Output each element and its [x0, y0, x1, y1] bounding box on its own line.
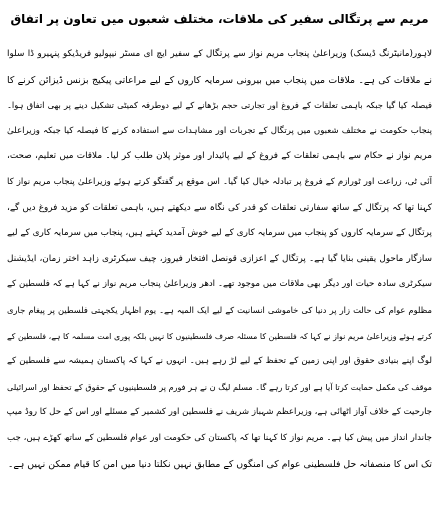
article-line: سازگار ماحول یقینی بنایا گیا ہے۔ پرتگال کے اعزازی قونصل افتخار فیروز، چیف سیکرٹری زاہد اختر زمان، ایڈیشنل	[7, 253, 432, 264]
article-line: کہنا تھا کہ پرتگال کے ساتھ سفارتی تعلقات کو قدر کی نگاہ سے دیکھتے ہیں، باہمی تعلقات کو مزید فروغ دیں گے،	[7, 202, 432, 213]
article-line: پنجاب حکومت نے مختلف شعبوں میں پرتگال کے تجربات اور مشاہدات سے استفادہ کرنے کا فیصلہ کیا جبکہ وزیراعلیٰ	[7, 125, 432, 136]
article-line: فیصلہ کیا گیا جبکہ باہمی تعلقات کے فروغ اور تجارتی حجم بڑھانے کے لیے دوطرفہ کمیٹی تشکیل دینے پر بھی اتفاق ہوا۔	[7, 100, 432, 111]
article-line: مریم نواز نے حکام سے باہمی تعلقات کے فروغ کے لیے پائیدار اور موثر پلان طلب کر لیا۔ ملاقات میں تعلیم، صحت،	[7, 151, 432, 162]
article-headline: مریم سے پرتگالی سفیر کی ملاقات، مختلف شعبوں میں تعاون پر اتفاق	[10, 12, 429, 26]
article-line: تک اس کا منصفانہ حل فلسطینی عوام کی امنگوں کے مطابق نہیں نکلتا دنیا میں امن کا قیام ممکن نہیں ہے۔	[7, 458, 432, 470]
article-line: لاہور(مانیٹرنگ ڈیسک) وزیراعلیٰ پنجاب مریم نواز سے پرتگال کے سفیر ایچ ای مسٹر نیپولیو فریڈیکو پنہیرو ڈا سلوا	[7, 49, 432, 59]
article-body	[7, 42, 432, 477]
article-line: پرتگال کے سرمایہ کاروں کو پنجاب میں سرمایہ کاری کے لیے خوش آمدید کہتے ہیں، پنجاب میں سرمایہ کاری کے لیے	[7, 228, 432, 239]
article-line: جارحیت کے خلاف آواز اٹھائی ہے، وزیراعظم شہباز شریف نے فلسطین اور کشمیر کے مسئلے اور اس کے حل کا روڈ میپ	[7, 407, 432, 418]
article-line: نے ملاقات کی ہے۔ ملاقات میں پنجاب میں بیرونی سرمایہ کاروں کے لیے مراعاتی پیکیج بزنس ڈیزائن کرنے کا	[7, 74, 432, 86]
article-line: آئی ٹی، زراعت اور ٹورازم کے فروغ پر تبادلہ خیال کیا گیا۔ اس موقع پر گفتگو کرتے ہوئے وزیراعلیٰ پنجاب مریم نواز کا	[7, 176, 432, 187]
article-line: سیکرٹری سادہ حیات اور دیگر بھی ملاقات میں موجود تھے۔ ادھر وزیراعلیٰ پنجاب مریم نواز نے کہا ہے کہ فلسطین کے	[7, 279, 432, 290]
article-line: لوگ اپنے بنیادی حقوق اور اپنی زمین کے تحفظ کے لیے لڑ رہے ہیں۔ انہوں نے کہا کہ پاکستان ہمیشہ سے فلسطین کے	[7, 356, 432, 367]
article-line: کرتے ہوئے وزیراعلیٰ مریم نواز نے کہا کہ فلسطین کا مسئلہ صرف فلسطینیوں کا نہیں بلکہ پوری امت مسلمہ کا ہے، فلسطین کے	[7, 331, 432, 341]
article-line: جاندار انداز میں پیش کیا ہے۔ مریم نواز کا کہنا تھا کہ پاکستان کی حکومت اور عوام فلسطین کے ساتھ کھڑے ہیں، جب	[7, 432, 432, 443]
article-line: مظلوم عوام کی حالت زار پر دنیا کی خاموشی انسانیت کے لیے ایک المیہ ہے۔ یوم اظہار یکجہتی فلسطین پر پیغام جاری	[7, 304, 432, 315]
article-line: موقف کی مکمل حمایت کرتا آیا ہے اور کرتا رہے گا۔ مسلم لیگ ن نے ہر فورم پر فلسطینیوں کے حقوق کے تحفظ اور اسرائیلی	[7, 381, 432, 392]
